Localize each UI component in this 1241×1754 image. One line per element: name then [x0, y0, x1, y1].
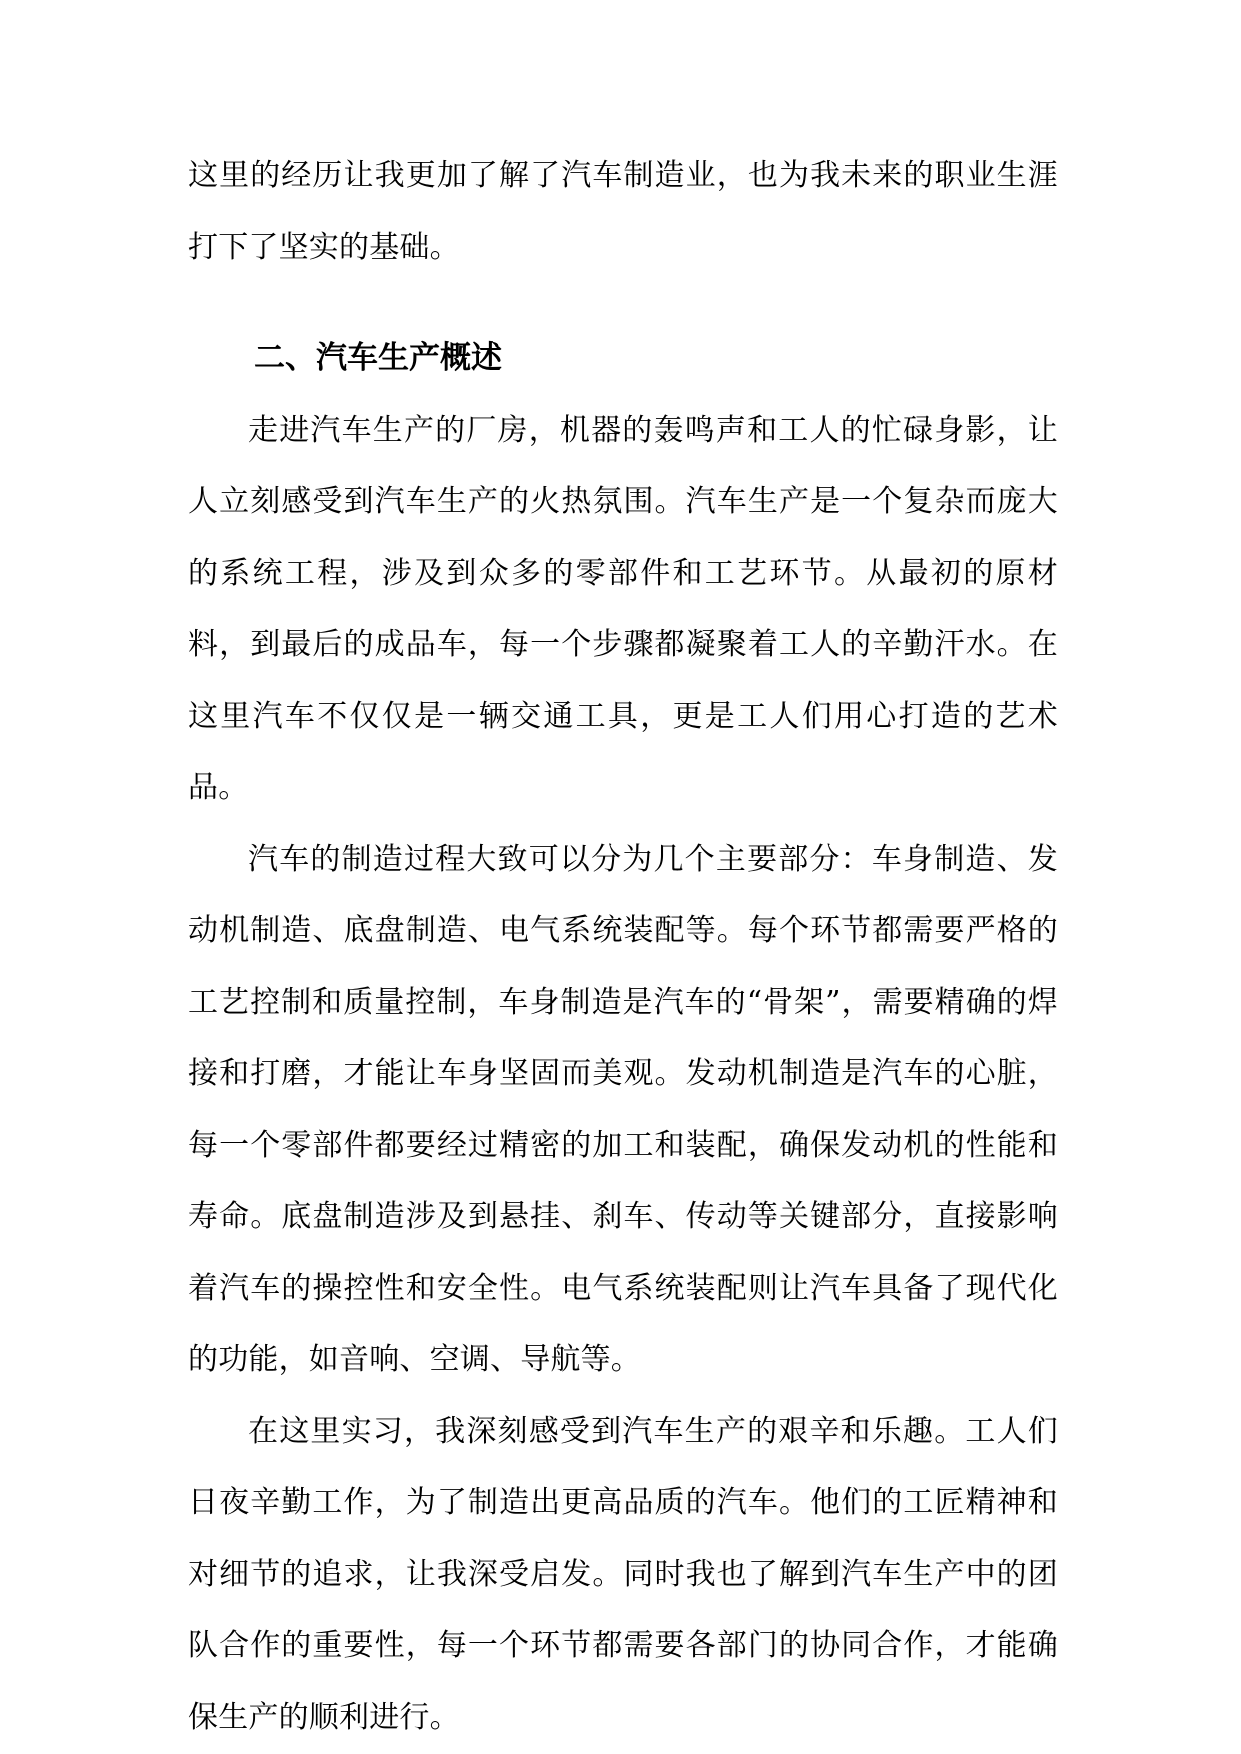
paragraph-manufacturing-process: 汽车的制造过程大致可以分为几个主要部分：车身制造、发动机制造、底盘制造、电气系统装配等。每个环节都需要严格的工艺控制和质量控制，车身制造是汽车的“骨架”，需要精确的焊接和打磨，才能让车身坚固而美观。发动机制造是汽车的心脏，每一个零部件都要经过精密的加工和装配，确保发动机的性能和寿命。底盘制造涉及到悬挂、刹车、传动等关键部分，直接影响着汽车的操控性和安全性。电气系统装配则让汽车具备了现代化的功能，如音响、空调、导航等。	[188, 841, 1058, 1377]
paragraph-internship-reflection: 在这里实习，我深刻感受到汽车生产的艰辛和乐趣。工人们日夜辛勤工作，为了制造出更高品质的汽车。他们的工匠精神和对细节的追求，让我深受启发。同时我也了解到汽车生产中的团队合作的重要性，每一个环节都需要各部门的协同合作，才能确保生产的顺利进行。	[188, 1413, 1058, 1735]
spacer	[188, 283, 1058, 323]
section-heading: 二、汽车生产概述	[254, 340, 502, 376]
document-body	[188, 140, 1058, 1753]
paragraph-factory-overview: 走进汽车生产的厂房，机器的轰鸣声和工人的忙碌身影，让人立刻感受到汽车生产的火热氛围。汽车生产是一个复杂而庞大的系统工程，涉及到众多的零部件和工艺环节。从最初的原材料，到最后的成品车，每一个步骤都凝聚着工人的辛勤汗水。在这里汽车不仅仅是一辆交通工具，更是工人们用心打造的艺术品。	[188, 412, 1058, 805]
paragraph-intro-continuation: 这里的经历让我更加了解了汽车制造业，也为我未来的职业生涯打下了坚实的基础。	[188, 158, 1058, 265]
